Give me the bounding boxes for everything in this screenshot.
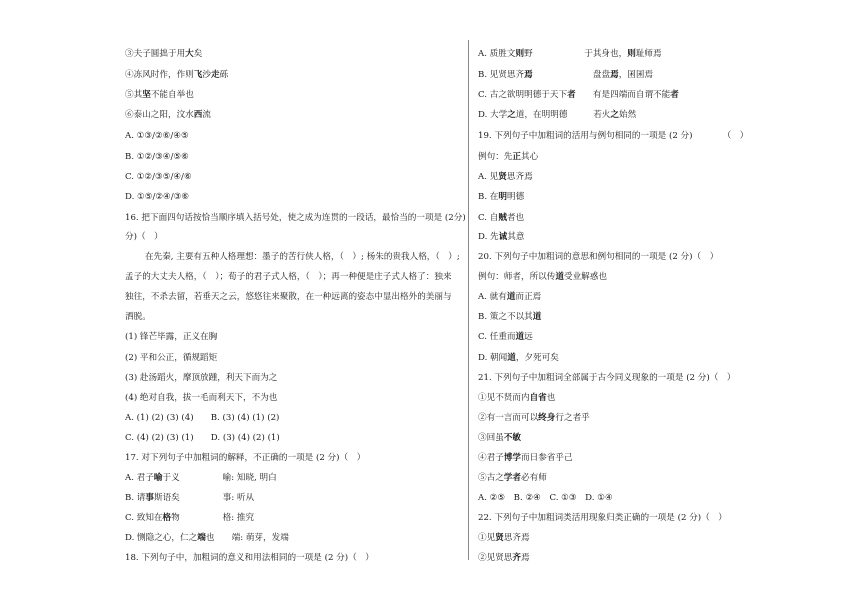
right-line-20: ③回虽不敏 (478, 433, 521, 443)
left-line-19: A. (1) (2) (3) (4) B. (3) (4) (1) (2) (125, 413, 280, 423)
right-line-2: B. 见贤思齐焉 盘盘焉，囷囷焉 (478, 70, 654, 80)
left-line-2: ④冻风时作，作则飞沙走砾 (125, 70, 229, 80)
right-line-26: ②见贤思齐焉 (478, 553, 530, 563)
right-line-11: 20. 下列句子中加粗词的意思和例句相同的一项是 (2 分)（ ） (478, 252, 719, 262)
left-line-13: 独往，不杀去留，若垂天之云，悠悠往来聚散，在一种远离的姿态中显出格外的美丽与 (125, 292, 452, 302)
right-line-24: 22. 下列句子中加粗词类活用现象归类正确的一项是 (2 分)（ ） (478, 513, 727, 523)
left-line-24: C. 致知在格物 格: 推究 (125, 513, 255, 523)
right-line-15: C. 任重而道远 (478, 332, 533, 342)
right-line-8: B. 在明明德 (478, 192, 525, 202)
right-line-21: ④君子博学而日参省乎己 (478, 453, 573, 463)
right-line-25: ①见贤思齐焉 (478, 533, 530, 543)
right-line-13: A. 就有道而正焉 (478, 292, 542, 302)
left-line-7: C. ①②/③⑤/④/⑥ (125, 172, 192, 182)
left-line-17: (3) 赴汤蹈火，摩顶放踵，利天下而为之 (125, 373, 278, 383)
left-line-6: B. ①②/③④/⑤⑥ (125, 152, 189, 162)
right-line-1: A. 质胜文则野 于其身也，则耻师焉 (478, 49, 662, 59)
left-line-10: 分)（ ） (125, 232, 163, 242)
left-line-1: ③夫子圆拙于用大矣 (125, 49, 203, 59)
right-line-18: ①见不贤而内自省也 (478, 393, 556, 403)
left-line-20: C. (4) (2) (3) (1) D. (3) (4) (2) (1) (125, 433, 280, 443)
left-line-8: D. ①⑤/②④/③⑥ (125, 192, 190, 202)
right-line-3: C. 古之欲明明德于天下者 有是四端而自谓不能者 (478, 90, 679, 100)
right-line-12: 例句：师者，所以传道受业解惑也 (478, 272, 607, 282)
right-line-7: A. 见贤思齐焉 (478, 172, 533, 182)
right-line-22: ⑤古之学者必有师 (478, 473, 547, 483)
left-line-9: 16. 把下面四句话按恰当顺序填入括号处，使之成为连贯的一段话，最恰当的一项是 (2分) (125, 213, 466, 223)
left-line-26: 18. 下列句子中，加粗词的意义和用法相同的一项是 (2 分)（ ） (125, 553, 374, 563)
right-line-5: 19. 下列句子中加粗词的活用与例句相同的一项是 (2 分) （ ） (478, 131, 749, 141)
right-line-19: ②有一言而可以终身行之者乎 (478, 413, 590, 423)
left-line-14: 洒脱。 (125, 312, 151, 322)
left-line-11: 在先秦, 主要有五种人格理想：墨子的苦行侠人格，（ ）; 杨朱的贵我人格，（ ）; (145, 252, 460, 262)
left-line-12: 孟子的大丈夫人格，（ ）；荀子的君子式人格，（ ）；再一种便是庄子式人格了：独来 (125, 272, 452, 282)
left-line-21: 17. 对下列句子中加粗词的解释，不正确的一项是 (2 分)（ ） (125, 453, 366, 463)
right-line-14: B. 策之不以其道 (478, 312, 542, 322)
right-line-17: 21. 下列句子中加粗词全部属于古今同义现象的一项是 (2 分)（ ） (478, 373, 736, 383)
right-line-6: 例句：先正其心 (478, 152, 539, 162)
left-line-25: D. 恻隐之心，仁之端也 端: 萌芽，发端 (125, 533, 289, 543)
left-line-15: (1) 锋芒毕露，正义在胸 (125, 332, 218, 342)
left-line-3: ⑤其坚不能自举也 (125, 90, 194, 100)
right-line-23: A. ②⑤ B. ②④ C. ①③ D. ①④ (478, 493, 613, 503)
left-line-23: B. 请事斯语矣 事: 听从 (125, 493, 255, 503)
right-line-10: D. 先诚其意 (478, 232, 525, 242)
left-line-16: (2) 平和公正，循规蹈矩 (125, 353, 218, 363)
left-line-18: (4) 绝对自我，拔一毛而利天下，不为也 (125, 393, 278, 403)
column-divider (468, 40, 469, 560)
left-line-4: ⑥泰山之阳，汶水西流 (125, 110, 211, 120)
left-line-5: A. ①③/②⑥/④⑤ (125, 131, 189, 141)
right-line-9: C. 自贼者也 (478, 213, 525, 223)
right-line-16: D. 朝闻道，夕死可矣 (478, 353, 559, 363)
right-line-4: D. 大学之道，在明明德 若火之始然 (478, 110, 637, 120)
left-line-22: A. 君子喻于义 喻: 知晓, 明白 (125, 473, 277, 483)
